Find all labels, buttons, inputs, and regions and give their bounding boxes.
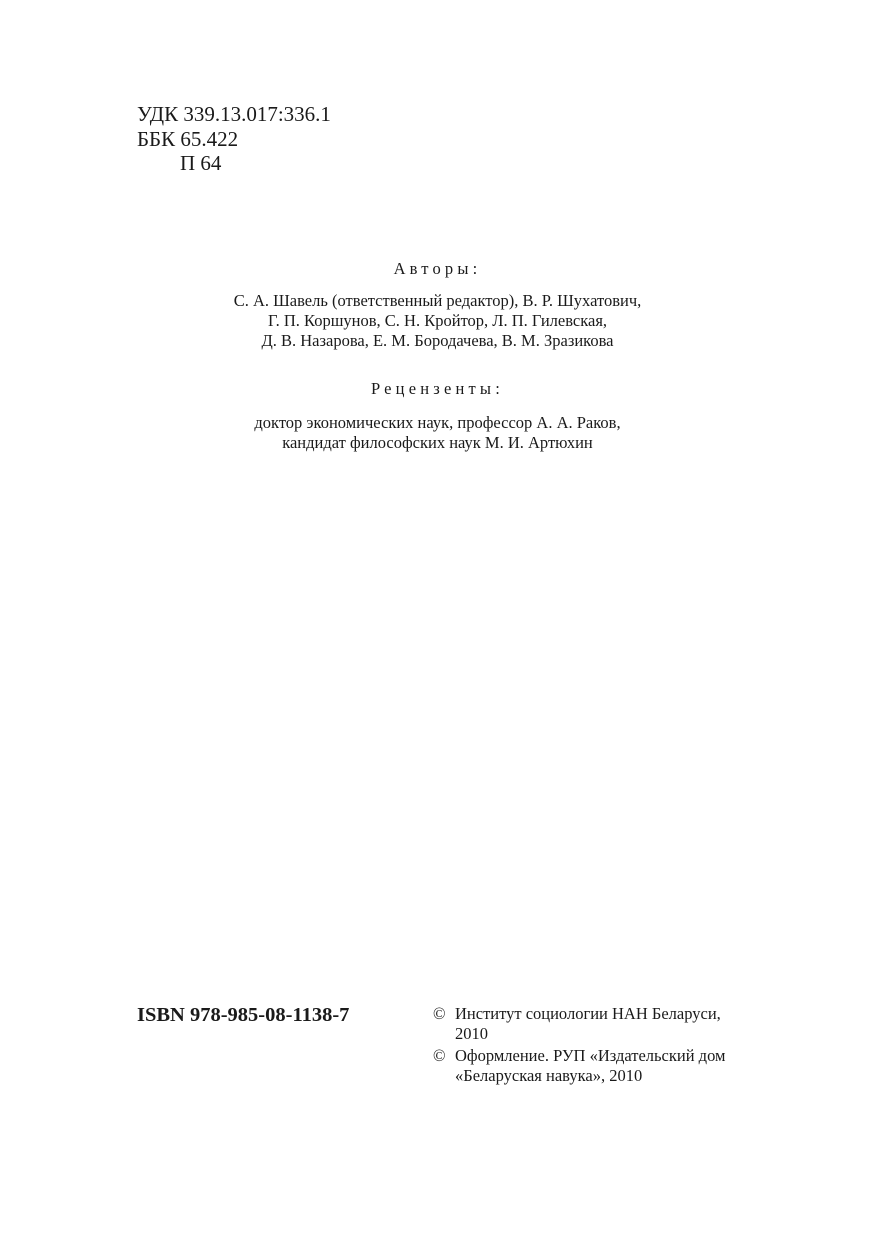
- authors-line: Г. П. Коршунов, С. Н. Кройтор, Л. П. Гилевская,: [267, 311, 608, 330]
- copyright-icon: ©: [433, 1046, 446, 1065]
- copyright-notices: [433, 1004, 793, 1088]
- bbk-code: ББК 65.422: [137, 126, 239, 151]
- copyright-item: [433, 1004, 793, 1044]
- copyright-holder: Институт социологии НАН Беларуси,: [455, 1004, 721, 1023]
- udk-code: УДК 339.13.017:336.1: [137, 102, 331, 126]
- authors-heading: Авторы:: [393, 259, 482, 278]
- authors-list: [0, 291, 875, 351]
- authors-line: С. А. Шавель (ответственный редактор), В. Р. Шухатович,: [233, 291, 642, 310]
- reviewers-line: доктор экономических наук, профессор А. А. Раков,: [254, 413, 621, 432]
- reviewers-list: [0, 413, 875, 453]
- isbn-number: ISBN 978-985-08-1138-7: [137, 1004, 350, 1026]
- author-mark: П 64: [180, 151, 222, 175]
- classification-codes: [137, 102, 331, 176]
- copyright-publisher: «Беларуская навука», 2010: [455, 1066, 643, 1085]
- authors-line: Д. В. Назарова, Е. М. Бородачева, В. М. Зразикова: [261, 331, 614, 350]
- copyright-icon: ©: [433, 1004, 446, 1023]
- copyright-holder: Оформление. РУП «Издательский дом: [455, 1046, 726, 1065]
- copyright-item: [433, 1046, 793, 1086]
- copyright-year: 2010: [455, 1024, 488, 1043]
- reviewers-heading: Рецензенты:: [370, 379, 505, 398]
- reviewers-line: кандидат философских наук М. И. Артюхин: [282, 433, 593, 452]
